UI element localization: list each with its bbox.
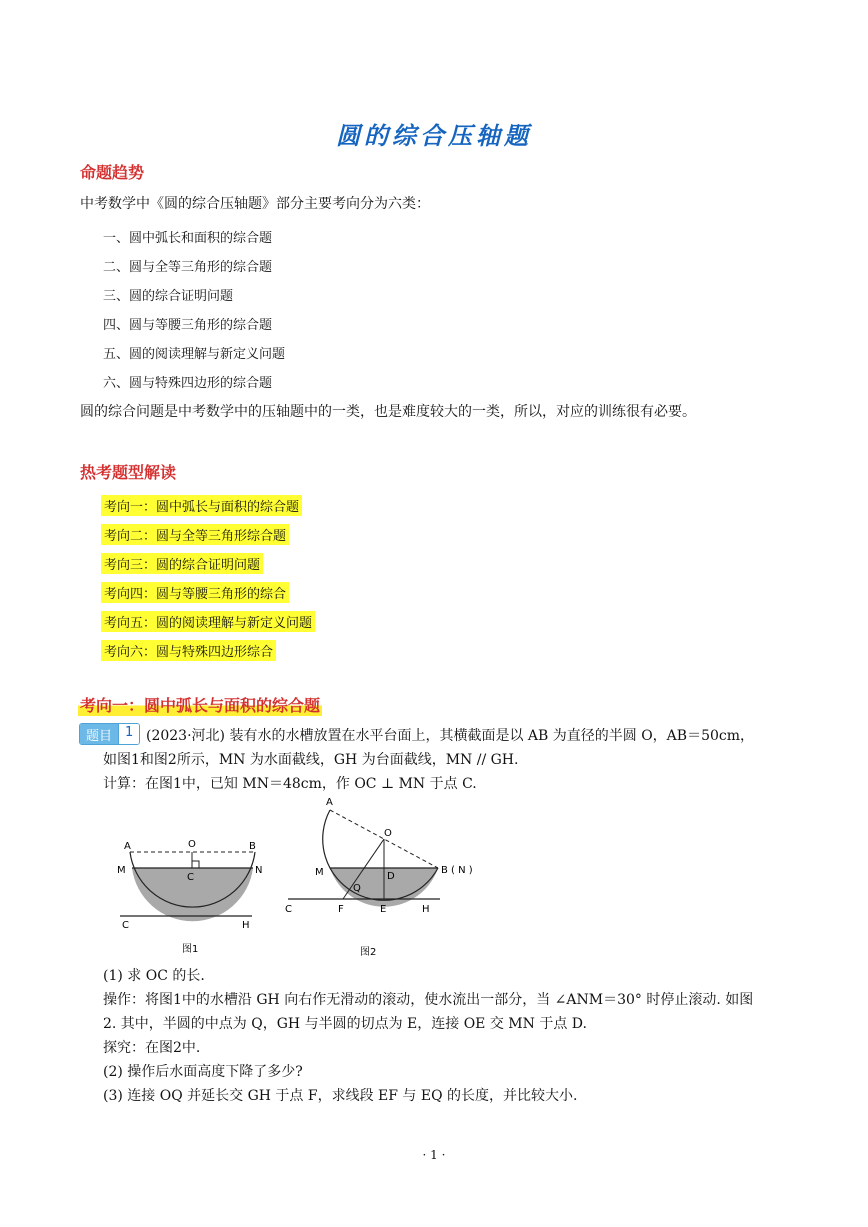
question-line: 计算：在图1中，已知 MN＝48cm，作 OC ⊥ MN 于点 C. bbox=[103, 776, 477, 792]
trend-item: 六、圆与特殊四边形的综合题 bbox=[103, 376, 273, 391]
fig1-label-o: O bbox=[188, 839, 196, 850]
fig1-label-a: A bbox=[124, 841, 131, 852]
figure-1 bbox=[110, 830, 280, 965]
fig2-label-q: Q bbox=[353, 883, 361, 894]
fig1-label-b: B bbox=[249, 841, 256, 852]
fig2-caption: 图2 bbox=[360, 947, 377, 958]
fig1-caption: 图1 bbox=[182, 944, 199, 955]
fig2-label-e: E bbox=[380, 904, 387, 915]
trend-item: 二、圆与全等三角形的综合题 bbox=[103, 260, 273, 275]
trend-item: 一、圆中弧长和面积的综合题 bbox=[103, 231, 273, 246]
trend-item: 五、圆的阅读理解与新定义问题 bbox=[103, 347, 286, 362]
figure-2 bbox=[280, 795, 490, 965]
fig1-label-n: N bbox=[255, 865, 263, 876]
question-line: (2) 操作后水面高度下降了多少? bbox=[103, 1064, 303, 1080]
question-line: (1) 求 OC 的长. bbox=[103, 968, 205, 984]
fig2-label-b: B ( N ) bbox=[441, 865, 473, 876]
question-line: (2023·河北) 装有水的水槽放置在水平台面上，其横截面是以 AB 为直径的半圆 O，AB＝50cm， bbox=[146, 728, 755, 744]
page-title: 圆的综合压轴题 bbox=[336, 122, 532, 150]
question-line: (3) 连接 OQ 并延长交 GH 于点 F，求线段 EF 与 EQ 的长度，并比较大小. bbox=[103, 1088, 578, 1104]
question-line: 2. 其中，半圆的中点为 Q，GH 与半圆的切点为 E，连接 OE 交 MN 于点 D. bbox=[103, 1016, 587, 1032]
fig1-label-h: H bbox=[242, 920, 250, 931]
hot-topic-item: 考向三：圆的综合证明问题 bbox=[101, 553, 263, 574]
hot-topic-item: 考向一：圆中弧长与面积的综合题 bbox=[101, 495, 302, 516]
badge-number: 1 bbox=[118, 724, 139, 744]
hot-topic-item: 考向五：圆的阅读理解与新定义问题 bbox=[101, 611, 315, 632]
hot-topic-item: 考向六：圆与特殊四边形综合 bbox=[101, 640, 276, 661]
fig2-label-h: H bbox=[422, 904, 430, 915]
fig1-label-c: C bbox=[187, 872, 194, 883]
trend-summary: 圆的综合问题是中考数学中的压轴题中的一类，也是难度较大的一类，所以，对应的训练很有必要。 bbox=[80, 404, 696, 420]
section-heading-trend: 命题趋势 bbox=[80, 163, 145, 182]
question-line: 如图1和图2所示，MN 为水面截线，GH 为台面截线，MN // GH. bbox=[103, 752, 519, 768]
trend-item: 三、圆的综合证明问题 bbox=[103, 289, 234, 304]
section-heading-topic1: 考向一：圆中弧长与面积的综合题 bbox=[78, 693, 322, 716]
fig2-label-m: M bbox=[315, 867, 324, 878]
badge-label: 题目 bbox=[80, 724, 118, 744]
fig2-label-f: F bbox=[338, 904, 344, 915]
section-heading-hot: 热考题型解读 bbox=[80, 463, 177, 482]
question-line: 操作：将图1中的水槽沿 GH 向右作无滑动的滚动，使水流出一部分，当 ∠ANM＝30° 时停止滚动. 如图 bbox=[103, 992, 754, 1008]
trend-intro: 中考数学中《圆的综合压轴题》部分主要考向分为六类： bbox=[80, 196, 430, 212]
hot-topic-item: 考向四：圆与等腰三角形的综合 bbox=[101, 582, 289, 603]
question-badge bbox=[79, 723, 140, 745]
fig2-label-o: O bbox=[384, 828, 392, 839]
fig2-label-a: A bbox=[326, 797, 333, 808]
trend-item: 四、圆与等腰三角形的综合题 bbox=[103, 318, 273, 333]
page-number: · 1 · bbox=[422, 1148, 446, 1162]
fig1-label-g: C bbox=[122, 920, 129, 931]
hot-topic-item: 考向二：圆与全等三角形综合题 bbox=[101, 524, 289, 545]
question-line: 探究：在图2中. bbox=[103, 1040, 201, 1056]
fig1-label-m: M bbox=[117, 865, 126, 876]
fig2-label-g: C bbox=[285, 904, 292, 915]
fig1-right-angle bbox=[192, 861, 199, 868]
fig2-label-d: D bbox=[387, 871, 395, 882]
